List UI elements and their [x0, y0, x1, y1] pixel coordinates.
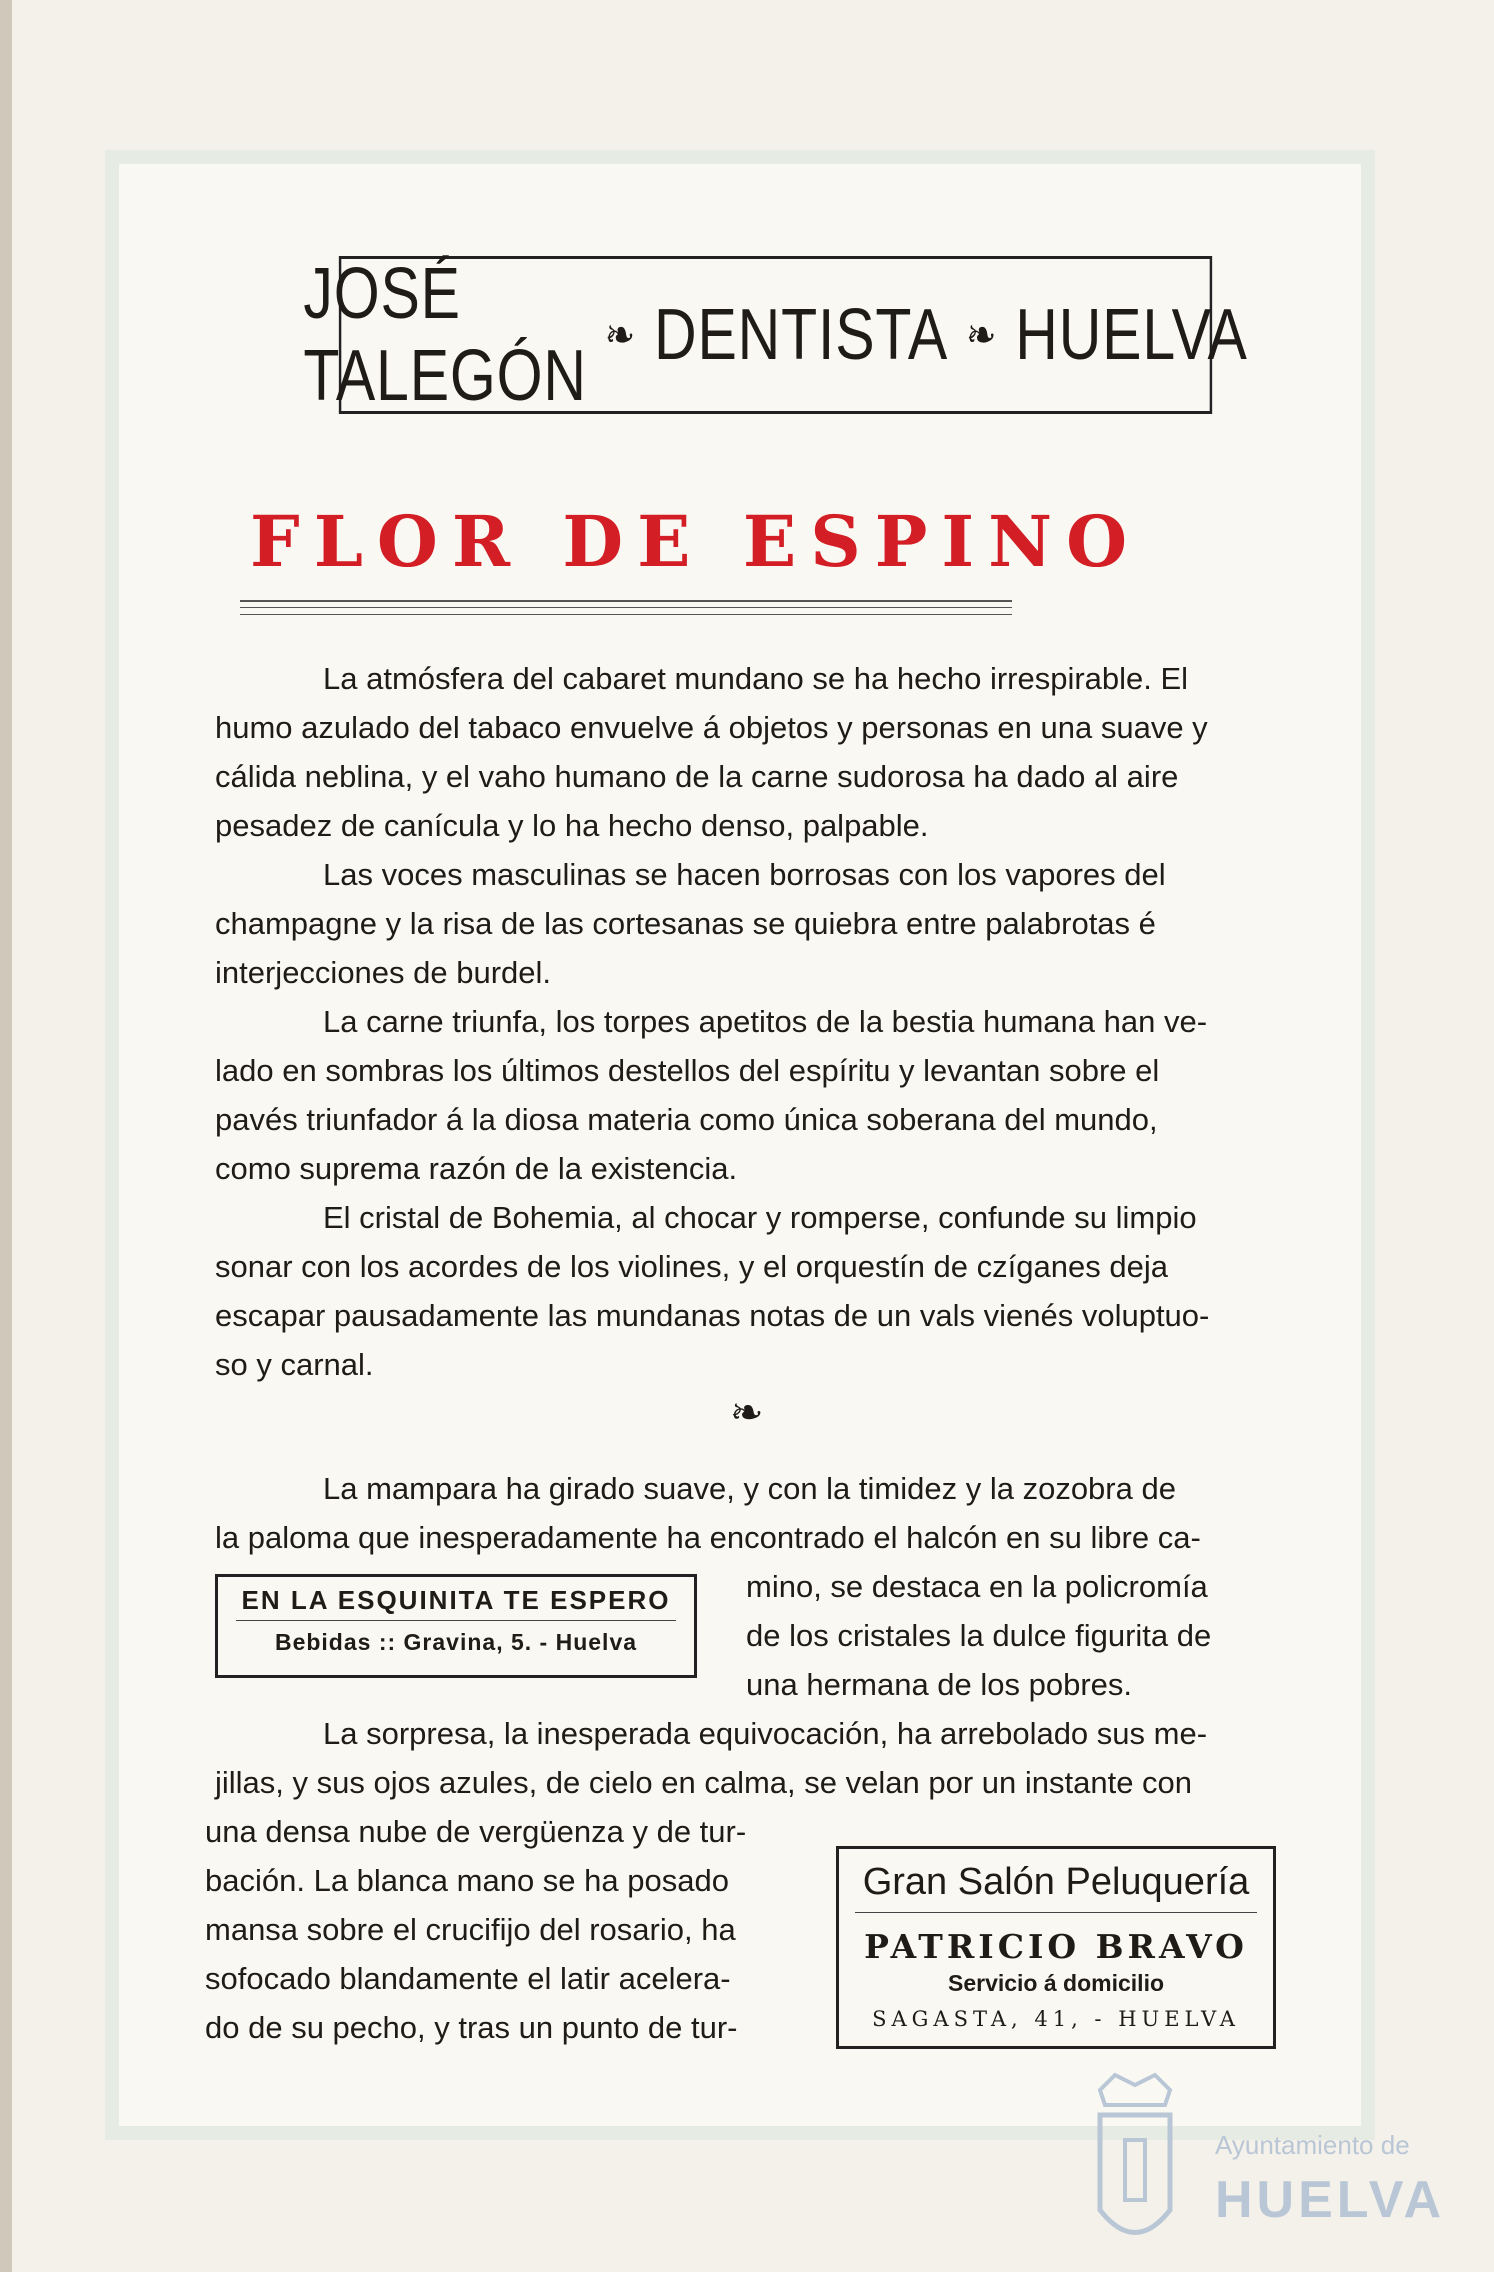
text-line: La carne triunfa, los torpes apetitos de la bestia humana han ve-: [323, 1004, 1208, 1039]
text-line: so y carnal.: [215, 1347, 374, 1382]
article-body-part3: [215, 1709, 1295, 1807]
section-ornament-icon: ❧: [730, 1390, 764, 1436]
article-body-part1: [215, 654, 1295, 1389]
bar-ad: [215, 1574, 697, 1678]
article-body-beside-ad2: [205, 1807, 795, 2052]
text-line: pavés triunfador á la diosa materia como única soberana del mundo,: [215, 1102, 1158, 1137]
text-line: mansa sobre el crucifijo del rosario, ha: [205, 1912, 736, 1947]
text-line: una hermana de los pobres.: [746, 1667, 1133, 1702]
bar-ad-address: Bebidas :: Gravina, 5. - Huelva: [274, 1629, 638, 1655]
dentist-ad: [303, 254, 1248, 416]
ornament-icon: ❧: [604, 310, 636, 360]
barber-ad-owner: PATRICIO BRAVO: [864, 1927, 1248, 1966]
text-line: interjecciones de burdel.: [215, 955, 552, 990]
text-line: la paloma que inesperadamente ha encontrado el halcón en su libre ca-: [215, 1520, 1201, 1555]
article-body-part2: [215, 1464, 1295, 1562]
article-title: FLOR DE ESPINO: [250, 500, 1142, 583]
text-line: do de su pecho, y tras un punto de tur-: [205, 2010, 738, 2045]
text-line: Las voces masculinas se hacen borrosas con los vapores del: [323, 857, 1166, 892]
text-line: El cristal de Bohemia, al chocar y romperse, confunde su limpio: [323, 1200, 1197, 1235]
text-line: bación. La blanca mano se ha posado: [205, 1863, 729, 1898]
dentist-city: HUELVA: [1015, 295, 1248, 375]
ornament-icon: ❧: [966, 310, 998, 360]
watermark-line2: HUELVA: [1215, 2171, 1446, 2229]
city-crest-icon: [1085, 2060, 1185, 2260]
text-line: de los cristales la dulce figurita de: [746, 1618, 1212, 1653]
title-rule: [240, 614, 1012, 615]
text-line: cálida neblina, y el vaho humano de la carne sudorosa ha dado al aire: [215, 759, 1179, 794]
barber-ad-service: Servicio á domicilio: [947, 1970, 1165, 1996]
text-line: sofocado blandamente el latir acelera-: [205, 1961, 731, 1996]
title-rule: [240, 600, 1012, 602]
text-line: champagne y la risa de las cortesanas se quiebra entre palabrotas é: [215, 906, 1156, 941]
text-line: sonar con los acordes de los violines, y el orquestín de czíganes deja: [215, 1249, 1168, 1284]
city-watermark: [1085, 2060, 1465, 2260]
text-line: escapar pausadamente las mundanas notas de un vals vienés voluptuo-: [215, 1298, 1210, 1333]
dentist-profession: DENTISTA: [653, 295, 949, 375]
text-line: mino, se destaca en la policromía: [746, 1569, 1208, 1604]
title-rule: [240, 607, 1012, 608]
dentist-name: JOSÉ TALEGÓN: [303, 254, 587, 416]
text-line: como suprema razón de la existencia.: [215, 1151, 738, 1186]
text-line: La sorpresa, la inesperada equivocación, ha arrebolado sus me-: [323, 1716, 1208, 1751]
text-line: jillas, y sus ojos azules, de cielo en calma, se velan por un instante con: [215, 1765, 1193, 1800]
text-line: La atmósfera del cabaret mundano se ha hecho irrespirable. El: [323, 661, 1189, 696]
bar-ad-title: EN LA ESQUINITA TE ESPERO: [236, 1585, 676, 1621]
text-line: La mampara ha girado suave, y con la timidez y la zozobra de: [323, 1471, 1176, 1506]
page-edge: [0, 0, 12, 2272]
text-line: lado en sombras los últimos destellos del espíritu y levantan sobre el: [215, 1053, 1160, 1088]
barber-ad-title: Gran Salón Peluquería: [855, 1861, 1257, 1913]
barber-ad: [836, 1846, 1276, 2049]
watermark-line1: Ayuntamiento de: [1215, 2130, 1410, 2160]
article-body-beside-ad: [746, 1562, 1286, 1709]
text-line: una densa nube de vergüenza y de tur-: [205, 1814, 747, 1849]
text-line: pesadez de canícula y lo ha hecho denso, palpable.: [215, 808, 929, 843]
text-line: humo azulado del tabaco envuelve á objetos y personas en una suave y: [215, 710, 1208, 745]
barber-ad-address: SAGASTA, 41, - HUELVA: [872, 2007, 1240, 2031]
